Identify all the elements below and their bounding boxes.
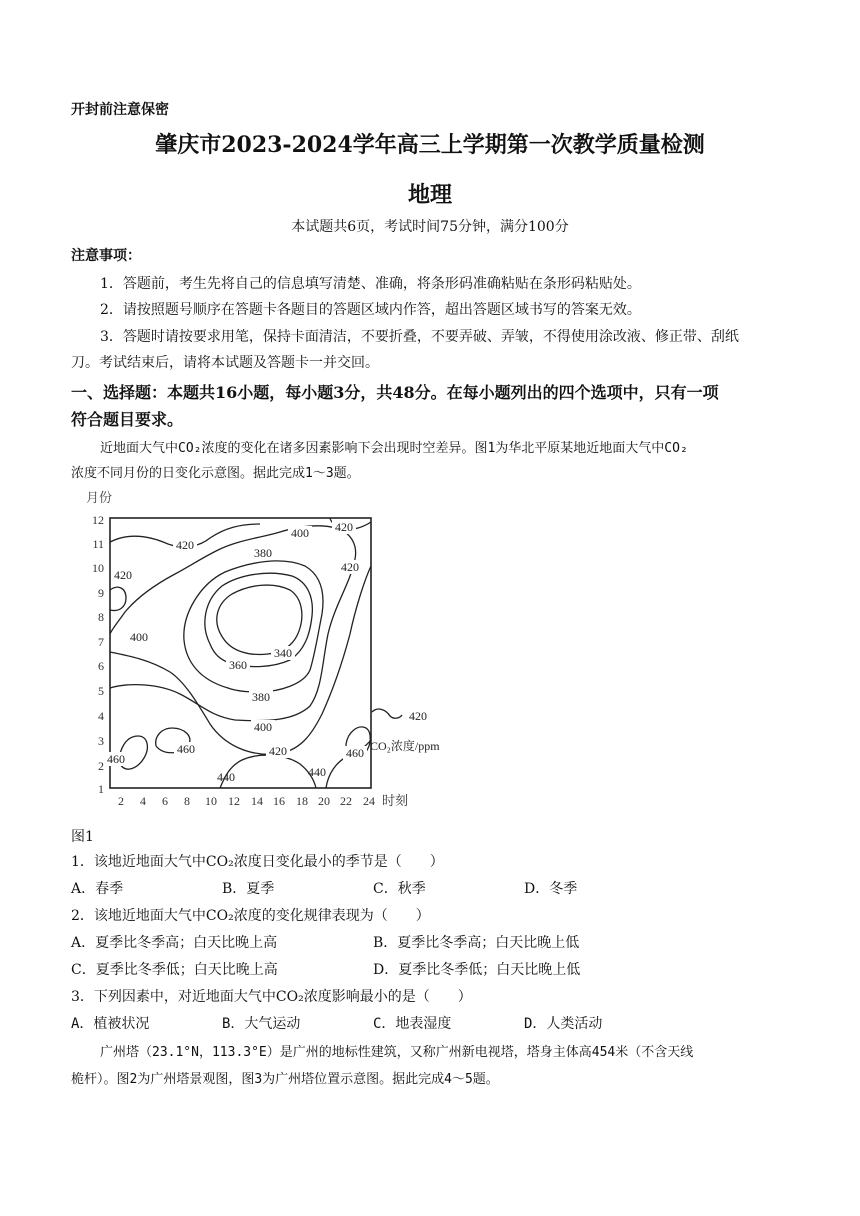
contour-label: 420	[341, 560, 359, 574]
question-stem: 2．该地近地面大气中CO₂浓度的变化规律表现为（ ）	[71, 908, 430, 924]
contour-label: 460	[346, 746, 364, 760]
contour-label: 420	[176, 538, 194, 552]
exam-title: 肇庆市2023-2024学年高三上学期第一次教学质量检测	[155, 132, 705, 158]
y-tick-label: 2	[98, 759, 104, 773]
y-ticks	[92, 513, 104, 796]
y-tick-label: 12	[92, 513, 104, 527]
question-option[interactable]: A．植被状况	[71, 1016, 150, 1032]
x-tick-label: 6	[162, 794, 168, 808]
y-tick-label: 7	[98, 635, 104, 649]
contour-label: 440	[308, 765, 326, 779]
legend	[370, 709, 440, 753]
x-tick-label: 16	[273, 794, 285, 808]
y-tick-label: 1	[98, 782, 104, 796]
co2-contour-figure	[60, 484, 460, 814]
contour-label: 380	[252, 690, 270, 704]
contour-label: 420	[114, 568, 132, 582]
notes-heading: 注意事项：	[71, 248, 141, 264]
contour-line	[217, 585, 302, 654]
contour-label: 340	[274, 646, 292, 660]
question-option[interactable]: D．人类活动	[524, 1016, 603, 1032]
y-tick-label: 5	[98, 684, 104, 698]
note-item: 1．答题前，考生先将自己的信息填写清楚、准确，将条形码准确粘贴在条形码粘贴处。	[100, 276, 641, 292]
contour-label: 400	[130, 630, 148, 644]
x-tick-label: 22	[340, 794, 352, 808]
question-stem: 1．该地近地面大气中CO₂浓度日变化最小的季节是（ ）	[71, 854, 444, 870]
note-item: 3．答题时请按要求用笔，保持卡面清洁，不要折叠，不要弄破、弄皱，不得使用涂改液、修正带、刮纸	[100, 329, 739, 345]
x-axis-title: 时刻	[382, 793, 409, 808]
question-option[interactable]: B．大气运动	[222, 1016, 301, 1032]
x-tick-label: 2	[118, 794, 124, 808]
question-option[interactable]: A．夏季比冬季高；白天比晚上高	[71, 935, 278, 951]
x-tick-label: 12	[228, 794, 240, 808]
contour-label: 380	[254, 546, 272, 560]
question-stem: 3．下列因素中，对近地面大气中CO₂浓度影响最小的是（ ）	[71, 989, 472, 1005]
note-item: 刀。考试结束后，请将本试题及答题卡一并交回。	[71, 355, 379, 371]
question-option[interactable]: C．夏季比冬季低；白天比晚上高	[71, 962, 278, 978]
plot-frame	[110, 518, 371, 788]
y-tick-label: 4	[98, 709, 104, 723]
question-option[interactable]: B．夏季比冬季高；白天比晚上低	[373, 935, 580, 951]
contour-label: 460	[107, 752, 125, 766]
x-tick-label: 10	[205, 794, 217, 808]
question-option[interactable]: B．夏季	[222, 881, 275, 897]
legend-contour-sample	[372, 709, 402, 718]
figure-caption: 图1	[71, 829, 94, 845]
x-tick-label: 4	[140, 794, 146, 808]
contour-label: 400	[291, 526, 309, 540]
question-option[interactable]: C．地表湿度	[373, 1016, 452, 1032]
passage-text: 广州塔（23.1°N，113.3°E）是广州的地标性建筑，又称广州新电视塔，塔身主体高454米（不含天线	[100, 1045, 694, 1060]
y-tick-label: 3	[98, 734, 104, 748]
x-tick-label: 8	[184, 794, 190, 808]
confidential-note: 开封前注意保密	[71, 102, 169, 118]
subject-title: 地理	[407, 182, 452, 208]
y-tick-label: 6	[98, 659, 104, 673]
question-option[interactable]: D．冬季	[524, 881, 578, 897]
note-item: 2．请按照题号顺序在答题卡各题目的答题区域内作答，超出答题区域书写的答案无效。	[100, 302, 641, 318]
x-tick-label: 18	[296, 794, 308, 808]
exam-info: 本试题共6页，考试时间75分钟，满分100分	[291, 219, 569, 235]
y-axis-title: 月份	[86, 490, 113, 505]
y-tick-label: 11	[92, 537, 104, 551]
contour-label: 400	[254, 720, 272, 734]
section-heading: 一、选择题：本题共16小题，每小题3分，共48分。在每小题列出的四个选项中，只有一项	[71, 383, 719, 402]
passage-text: 桅杆）。图2为广州塔景观图，图3为广州塔位置示意图。据此完成4～5题。	[71, 1072, 499, 1087]
contour-lines	[110, 518, 371, 788]
y-tick-label: 8	[98, 610, 104, 624]
y-tick-label: 9	[98, 586, 104, 600]
question-option[interactable]: A．春季	[71, 881, 124, 897]
legend-label: CO₂浓度/ppm	[370, 739, 440, 753]
x-tick-label: 14	[251, 794, 263, 808]
contour-line	[110, 526, 356, 721]
passage-text: 近地面大气中CO₂浓度的变化在诸多因素影响下会出现时空差异。图1为华北平原某地近地面大气中CO₂	[100, 441, 688, 456]
contour-label: 460	[177, 742, 195, 756]
contour-label: 420	[335, 520, 353, 534]
contour-line	[205, 573, 312, 666]
contour-label: 440	[217, 770, 235, 784]
x-ticks	[118, 794, 375, 808]
section-heading-cont: 符合题目要求。	[71, 410, 184, 429]
contour-label: 420	[269, 744, 287, 758]
x-tick-label: 24	[363, 794, 375, 808]
contour-label: 360	[229, 658, 247, 672]
contour-line	[110, 587, 126, 610]
legend-value: 420	[409, 709, 427, 723]
x-tick-label: 20	[318, 794, 330, 808]
passage-text: 浓度不同月份的日变化示意图。据此完成1～3题。	[71, 466, 360, 481]
y-tick-label: 10	[92, 561, 104, 575]
question-option[interactable]: C．秋季	[373, 881, 426, 897]
question-option[interactable]: D．夏季比冬季低；白天比晚上低	[373, 962, 581, 978]
